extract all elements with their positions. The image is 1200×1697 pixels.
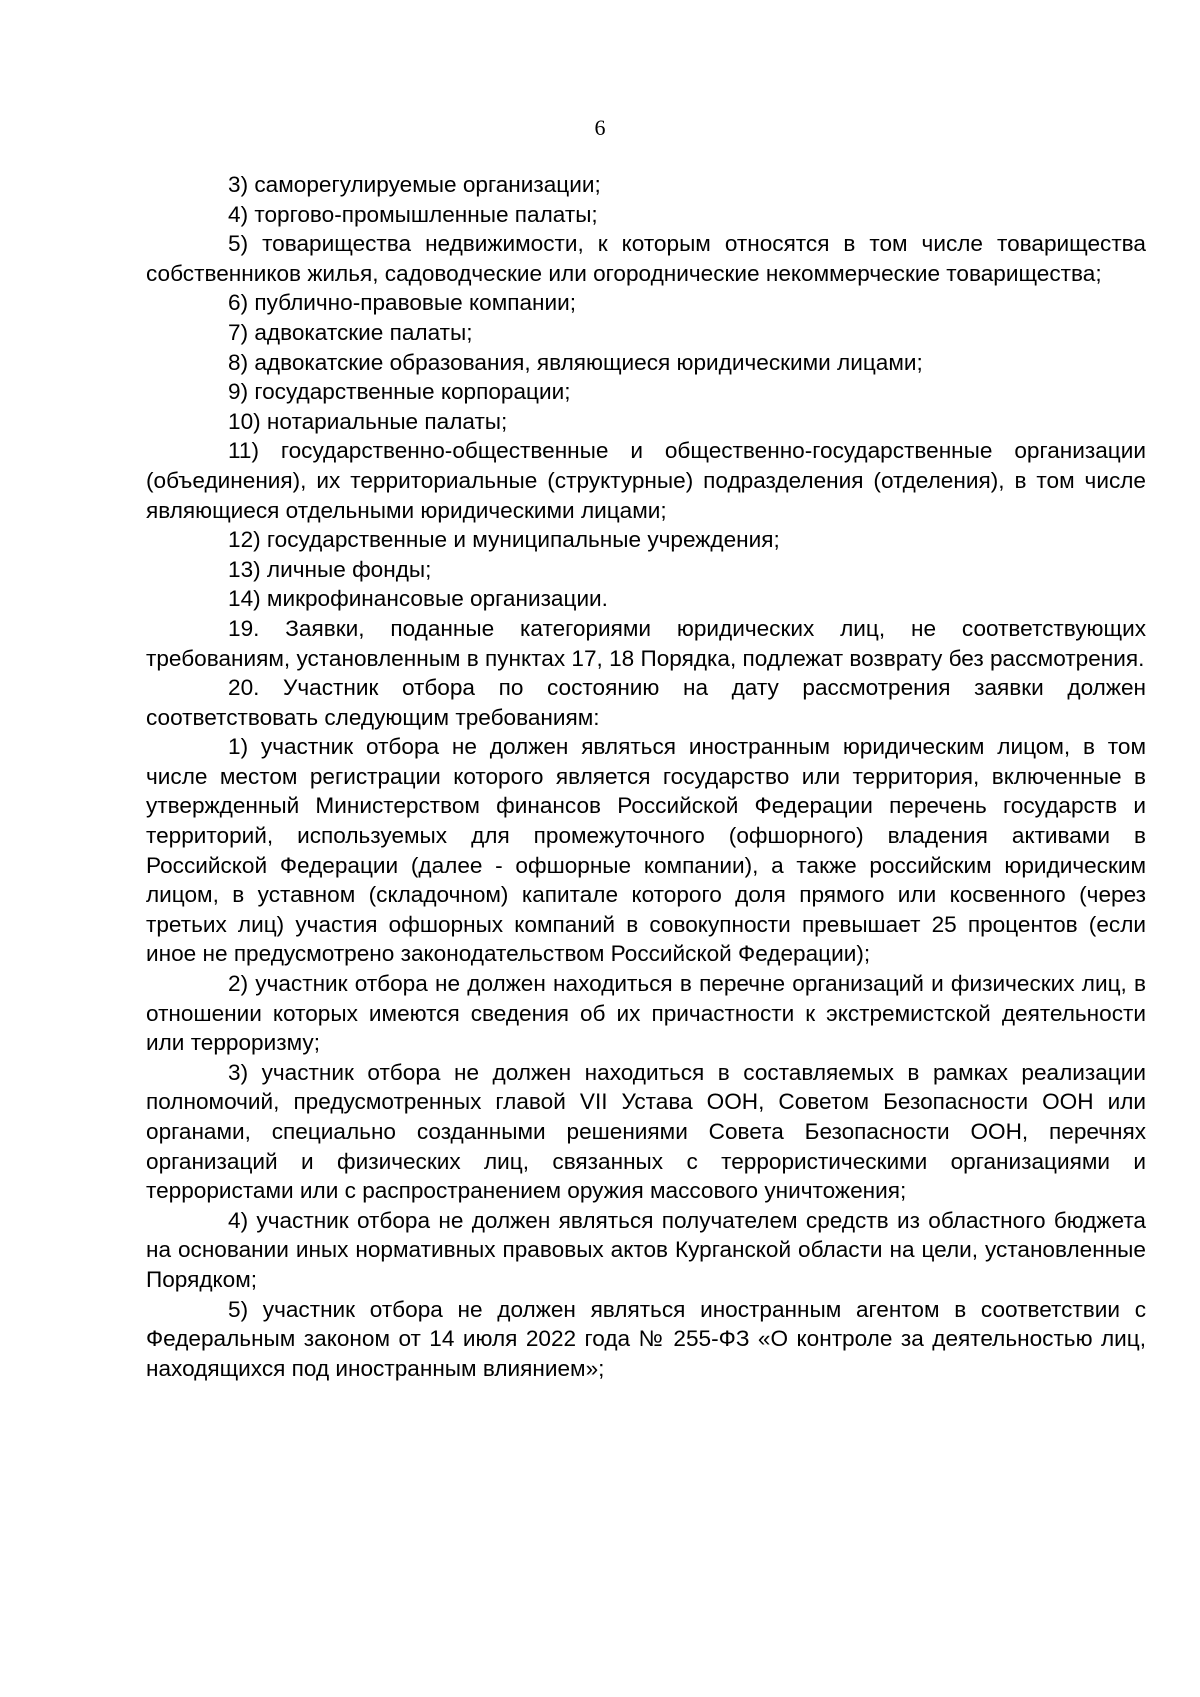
paragraph-item-10-notary-chambers: 10) нотариальные палаты; [228,408,508,434]
paragraph-clause-19: 19. Заявки, поданные категориями юридических лиц, не соответствующих требованиям, установленным в пунктах 17, 18 Порядка, подлежат возврату без рассмотрения. [146,615,1146,671]
paragraph-item-8-bar-formations: 8) адвокатские образования, являющиеся юридическими лицами; [228,349,923,375]
paragraph-item-12-state-institutions: 12) государственные и муниципальные учреждения; [228,527,780,553]
paragraph-item-3-self-regulatory: 3) саморегулируемые организации; [228,172,601,197]
paragraph-item-5-real-estate-partnerships: 5) товарищества недвижимости, к которым относятся в том числе товарищества собственников жилья, садоводческие или огороднические некоммерческие товарищества; [146,231,1146,286]
paragraph-item-4-chambers-of-commerce: 4) торгово-промышленные палаты; [228,201,598,227]
paragraph-item-13-personal-funds: 13) личные фонды; [228,556,432,582]
paragraph-item-9-state-corporations: 9) государственные корпорации; [228,379,571,405]
paragraph-clause-20: 20. Участник отбора по состоянию на дату рассмотрения заявки должен соответствовать следующим требованиям: [146,675,1146,730]
paragraph-requirement-1: 1) участник отбора не должен являться иностранным юридическим лицом, в том числе местом регистрации которого является государство или территория, включенные в утвержденный Министерством финансов Российской Федерации перечень государств и территорий, используемых для промежуточного (офшорного) владения активами в Российской Федерации (далее - офшорные компании), а также российским юридическим лицом, в уставном (складочном) капитале которого доля прямого или косвенного (через третьих лиц) участия офшорных компаний в совокупности превышает 25 процентов (если иное не предусмотрено законодательством Российской Федерации); [146,734,1146,967]
paragraph-requirement-3: 3) участник отбора не должен находиться в составляемых в рамках реализации полномочий, предусмотренных главой VII Устава ООН, Советом Безопасности ООН или органами, специально созданными решениями Совета Безопасности ООН, перечнях организаций и физических лиц, связанных с террористическими организациями и террористами или с распространением оружия массового уничтожения; [146,1059,1146,1204]
paragraph-item-6-public-law-companies: 6) публично-правовые компании; [228,290,577,316]
paragraph-requirement-2: 2) участник отбора не должен находиться в перечне организаций и физических лиц, в отношении которых имеются сведения об их причастности к экстремистской деятельности или терроризму; [146,971,1146,1056]
page-number: 6 [594,115,606,140]
document-body [146,170,1146,1383]
paragraph-requirement-5: 5) участник отбора не должен являться иностранным агентом в соответствии с Федеральным законом от 14 июля 2022 года № 255-ФЗ «О контроле за деятельностью лиц, находящихся под иностранным влиянием»; [146,1296,1146,1381]
paragraph-item-7-bar-chambers: 7) адвокатские палаты; [228,319,473,345]
paragraph-requirement-4: 4) участник отбора не должен являться получателем средств из областного бюджета на основании иных нормативных правовых актов Курганской области на цели, установленные Порядком; [146,1207,1146,1292]
paragraph-item-14-microfinance: 14) микрофинансовые организации. [228,586,608,612]
paragraph-item-11-public-state-organizations: 11) государственно-общественные и общественно-государственные организации (объединения), их территориальные (структурные) подразделения (отделения), в том числе являющиеся отдельными юридическими лицами; [146,438,1146,523]
